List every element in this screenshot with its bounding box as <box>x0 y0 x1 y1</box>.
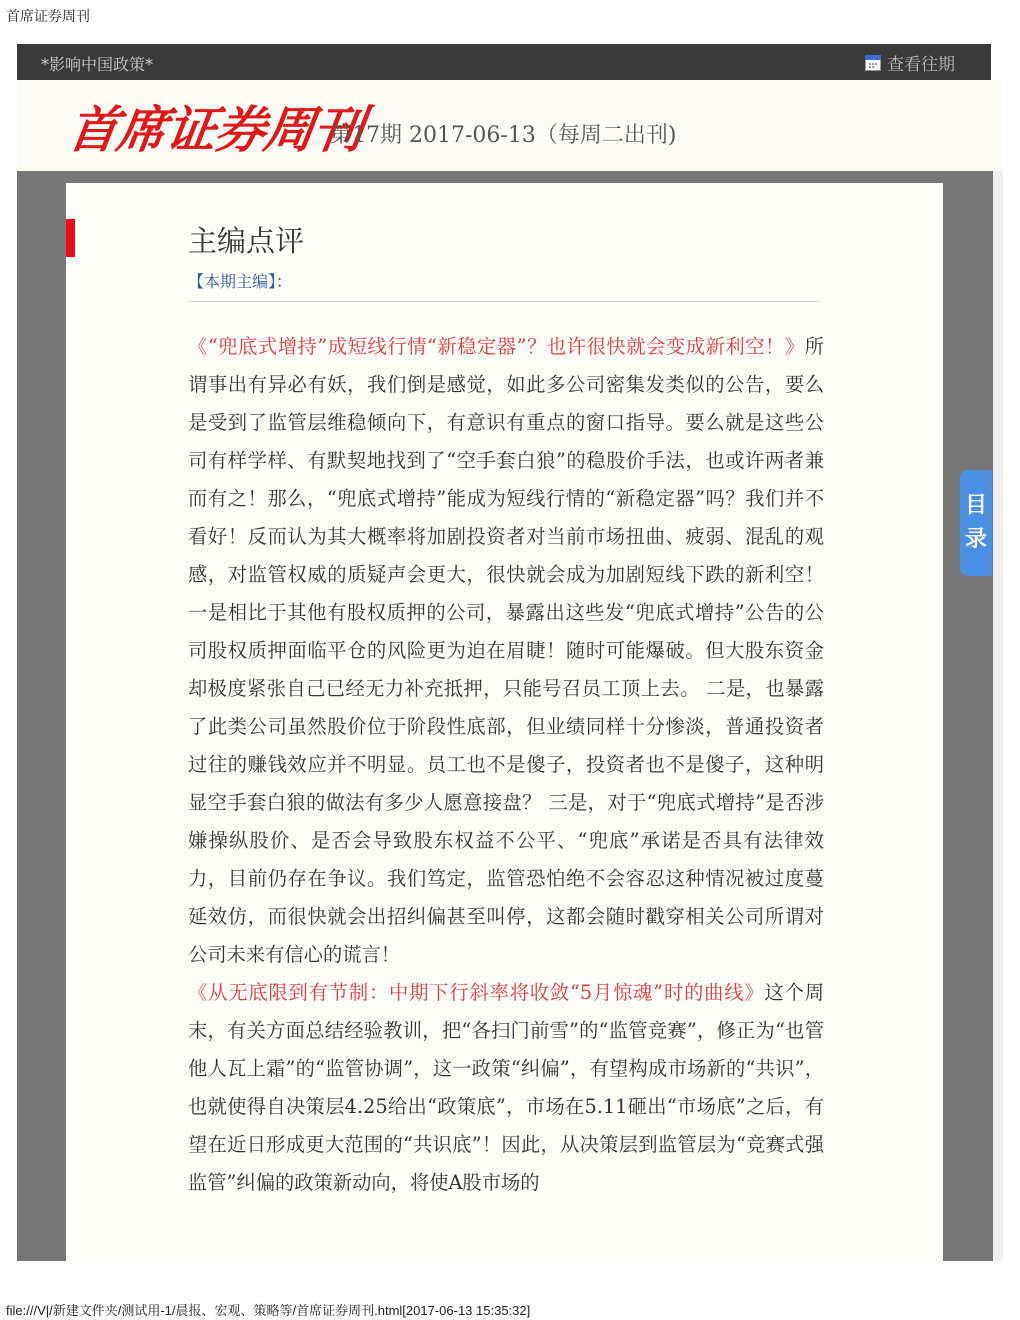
editor-prefix: 【本期主编】 <box>188 272 277 291</box>
article-body <box>188 328 824 1202</box>
print-footer-url: file:///V|/新建文件夹/测试用-1/晨报、宏观、策略等/首席证券周刊.html[2017-06-13 15:35:32] <box>6 1303 531 1318</box>
publication-logo: 首席证券周刊 <box>64 101 367 159</box>
calendar-icon <box>865 55 881 71</box>
paragraph-1 <box>188 328 824 974</box>
paragraph-1-text: 所谓事出有异必有妖，我们倒是感觉，如此多公司密集发类似的公告，要么是受到了监管层维稳倾向下，有意识有重点的窗口指导。要么就是这些公司有样学样、有默契地找到了“空手套白狼”的稳股价手法，也或许两者兼而有之！那么，“兜底式增持”能成为短线行情的“新稳定器”吗？我们并不看好！反而认为其大概率将加剧投资者对当前市场扭曲、疲弱、混乱的观感，对监管权威的质疑声会更大，很快就会成为加剧短线下跌的新利空！ 一是相比于其他有股权质押的公司，暴露出这些发“兜底式增持”公告的公司股权质押面临平仓的风险更为迫在眉睫！随时可能爆破。但大股东资金却极度紧张自己已经无力补充抵押，只能号召员工顶上去。 二是，也暴露了此类公司虽然股价位于阶段性底部，但业绩同样十分惨淡，普通投资者过往的赚钱效应并不明显。员工也不是傻子，投资者也不是傻子，这种明显空手套白狼的做法有多少人愿意接盘？ 三是，对于“兜底式增持”是否涉嫌操纵股价、是否会导致股东权益不公平、“兜底”承诺是否具有法律效力，目前仍存在争议。我们笃定，监管恐怕绝不会容忍这种情况被过度蔓延效仿，而很快就会出招纠偏甚至叫停，这都会随时戳穿相关公司所谓对公司未来有信心的谎言！ <box>188 335 824 966</box>
editor-suffix: ： <box>276 272 293 291</box>
headline-link-1[interactable]: 《“兜底式增持”成短线行情“新稳定器”？也许很快就会变成新利空！》 <box>188 335 805 358</box>
print-page-title: 首席证券周刊 <box>6 9 90 25</box>
divider <box>188 301 820 302</box>
editor-line <box>188 269 292 292</box>
toc-label-1: 目 <box>964 493 987 518</box>
table-of-contents-tab[interactable] <box>960 470 992 576</box>
view-archive-label: 查看往期 <box>887 55 955 75</box>
section-title: 主编点评 <box>188 224 305 258</box>
toc-label-2: 录 <box>964 527 987 552</box>
issue-info: 第17期 2017-06-13（每周二出刊) <box>330 123 677 148</box>
masthead <box>17 80 1003 171</box>
article-page <box>66 183 943 1263</box>
headline-link-2[interactable]: 《从无底限到有节制：中期下行斜率将收敛“5月惊魂”时的曲线》 <box>188 981 765 1004</box>
top-bar <box>17 44 991 80</box>
view-archive-link[interactable] <box>865 50 955 75</box>
section-marker <box>66 219 75 257</box>
paragraph-2-text: 这个周末，有关方面总结经验教训，把“各扫门前雪”的“监管竞赛”，修正为“也管他人瓦上霜”的“监管协调”，这一政策“纠偏”，有望构成市场新的“共识”，也就使得自决策层4.25给出“政策底”，市场在5.11砸出“市场底”之后，有望在近日形成更大范围的“共识底”！因此，从决策层到监管层为“竞赛式强监管”纠偏的政策新动向，将使A股市场的 <box>188 981 825 1194</box>
slogan-text: *影响中国政策* <box>41 55 154 74</box>
paragraph-2 <box>188 974 824 1202</box>
